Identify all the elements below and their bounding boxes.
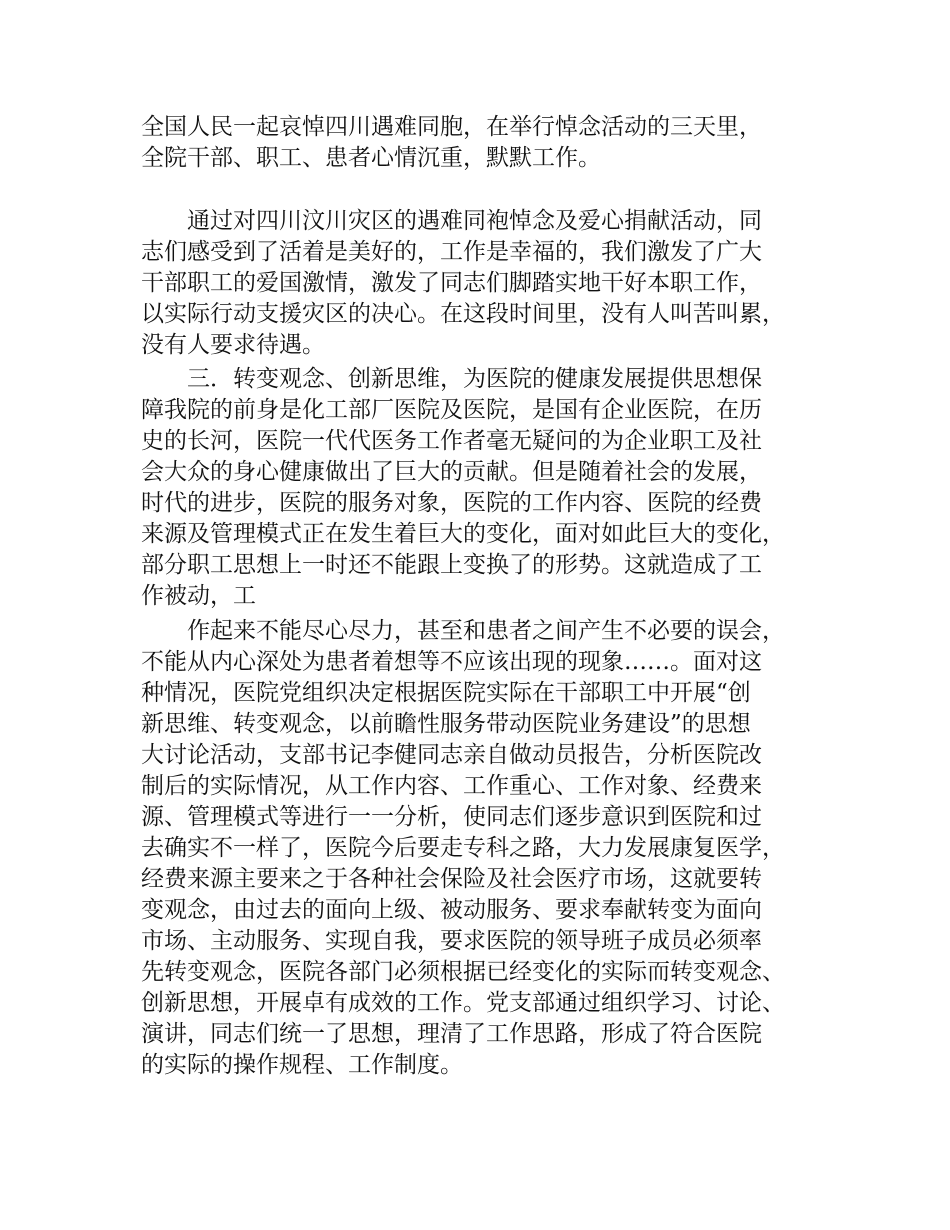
paragraph-4-line-6: 制后的实际情况，从工作内容、工作重心、工作对象、经费来 bbox=[141, 773, 762, 799]
paragraph-3-line-8: 作被动，工 bbox=[141, 583, 256, 609]
paragraph-4-line-15: 的实际的操作规程、工作制度。 bbox=[141, 1052, 463, 1078]
paragraph-2-line-3: 干部职工的爱国激情，激发了同志们脚踏实地干好本职工作， bbox=[141, 270, 762, 296]
paragraph-4-line-14: 演讲，同志们统一了思想，理清了工作思路，形成了符合医院 bbox=[141, 1021, 762, 1047]
paragraph-4-line-10: 变观念，由过去的面向上级、被动服务、要求奉献转变为面向 bbox=[141, 897, 762, 923]
paragraph-4-line-13: 创新思想，开展卓有成效的工作。党支部通过组织学习、讨论、 bbox=[141, 990, 785, 1016]
paragraph-4-line-5: 大讨论活动，支部书记李健同志亲自做动员报告，分析医院改 bbox=[141, 742, 762, 768]
paragraph-3-line-2: 障我院的前身是化工部厂医院及医院，是国有企业医院，在历 bbox=[141, 397, 762, 423]
paragraph-3 bbox=[141, 364, 821, 612]
paragraph-3-line-6: 来源及管理模式正在发生着巨大的变化，面对如此巨大的变化， bbox=[141, 521, 785, 547]
paragraph-3-line-1: 三．转变观念、创新思维，为医院的健康发展提供思想保 bbox=[187, 366, 762, 392]
paragraph-3-line-4: 会大众的身心健康做出了巨大的贡献。但是随着社会的发展， bbox=[141, 459, 762, 485]
paragraph-1-line-1: 全国人民一起哀悼四川遇难同胞，在举行悼念活动的三天里， bbox=[141, 114, 762, 140]
paragraph-4-line-4: 新思维、转变观念，以前瞻性服务带动医院业务建设”的思想 bbox=[141, 711, 751, 737]
paragraph-2-line-5: 没有人要求待遇。 bbox=[141, 332, 325, 358]
paragraph-3-line-7: 部分职工思想上一时还不能跟上变换了的形势。这就造成了工 bbox=[141, 552, 762, 578]
paragraph-4-line-9: 经费来源主要来之于各种社会保险及社会医疗市场，这就要转 bbox=[141, 866, 762, 892]
paragraph-4-line-1: 作起来不能尽心尽力，甚至和患者之间产生不必要的误会， bbox=[187, 618, 785, 644]
paragraph-4-line-2: 不能从内心深处为患者着想等不应该出现的现象……。面对这 bbox=[141, 649, 762, 675]
paragraph-4-line-11: 市场、主动服务、实现自我，要求医院的领导班子成员必须率 bbox=[141, 928, 762, 954]
paragraph-4-line-7: 源、管理模式等进行一一分析，使同志们逐步意识到医院和过 bbox=[141, 804, 762, 830]
paragraph-4-line-8: 去确实不一样了，医院今后要走专科之路，大力发展康复医学， bbox=[141, 835, 785, 861]
paragraph-4-line-3: 种情况，医院党组织决定根据医院实际在干部职工中开展“创 bbox=[141, 680, 751, 706]
paragraph-1-line-2: 全院干部、职工、患者心情沉重，默默工作。 bbox=[141, 145, 601, 171]
paragraph-2-line-1: 通过对四川汶川灾区的遇难同袍悼念及爱心捐献活动，同 bbox=[187, 208, 762, 234]
paragraph-2 bbox=[141, 206, 821, 361]
paragraph-4 bbox=[141, 616, 821, 1081]
paragraph-2-line-2: 志们感受到了活着是美好的，工作是幸福的，我们激发了广大 bbox=[141, 239, 762, 265]
paragraph-3-line-3: 史的长河，医院一代代医务工作者毫无疑问的为企业职工及社 bbox=[141, 428, 762, 454]
paragraph-3-line-5: 时代的进步，医院的服务对象，医院的工作内容、医院的经费 bbox=[141, 490, 762, 516]
paragraph-1 bbox=[141, 112, 821, 174]
paragraph-2-line-4: 以实际行动支援灾区的决心。在这段时间里，没有人叫苦叫累， bbox=[141, 301, 785, 327]
paragraph-4-line-12: 先转变观念，医院各部门必须根据已经变化的实际而转变观念、 bbox=[141, 959, 785, 985]
